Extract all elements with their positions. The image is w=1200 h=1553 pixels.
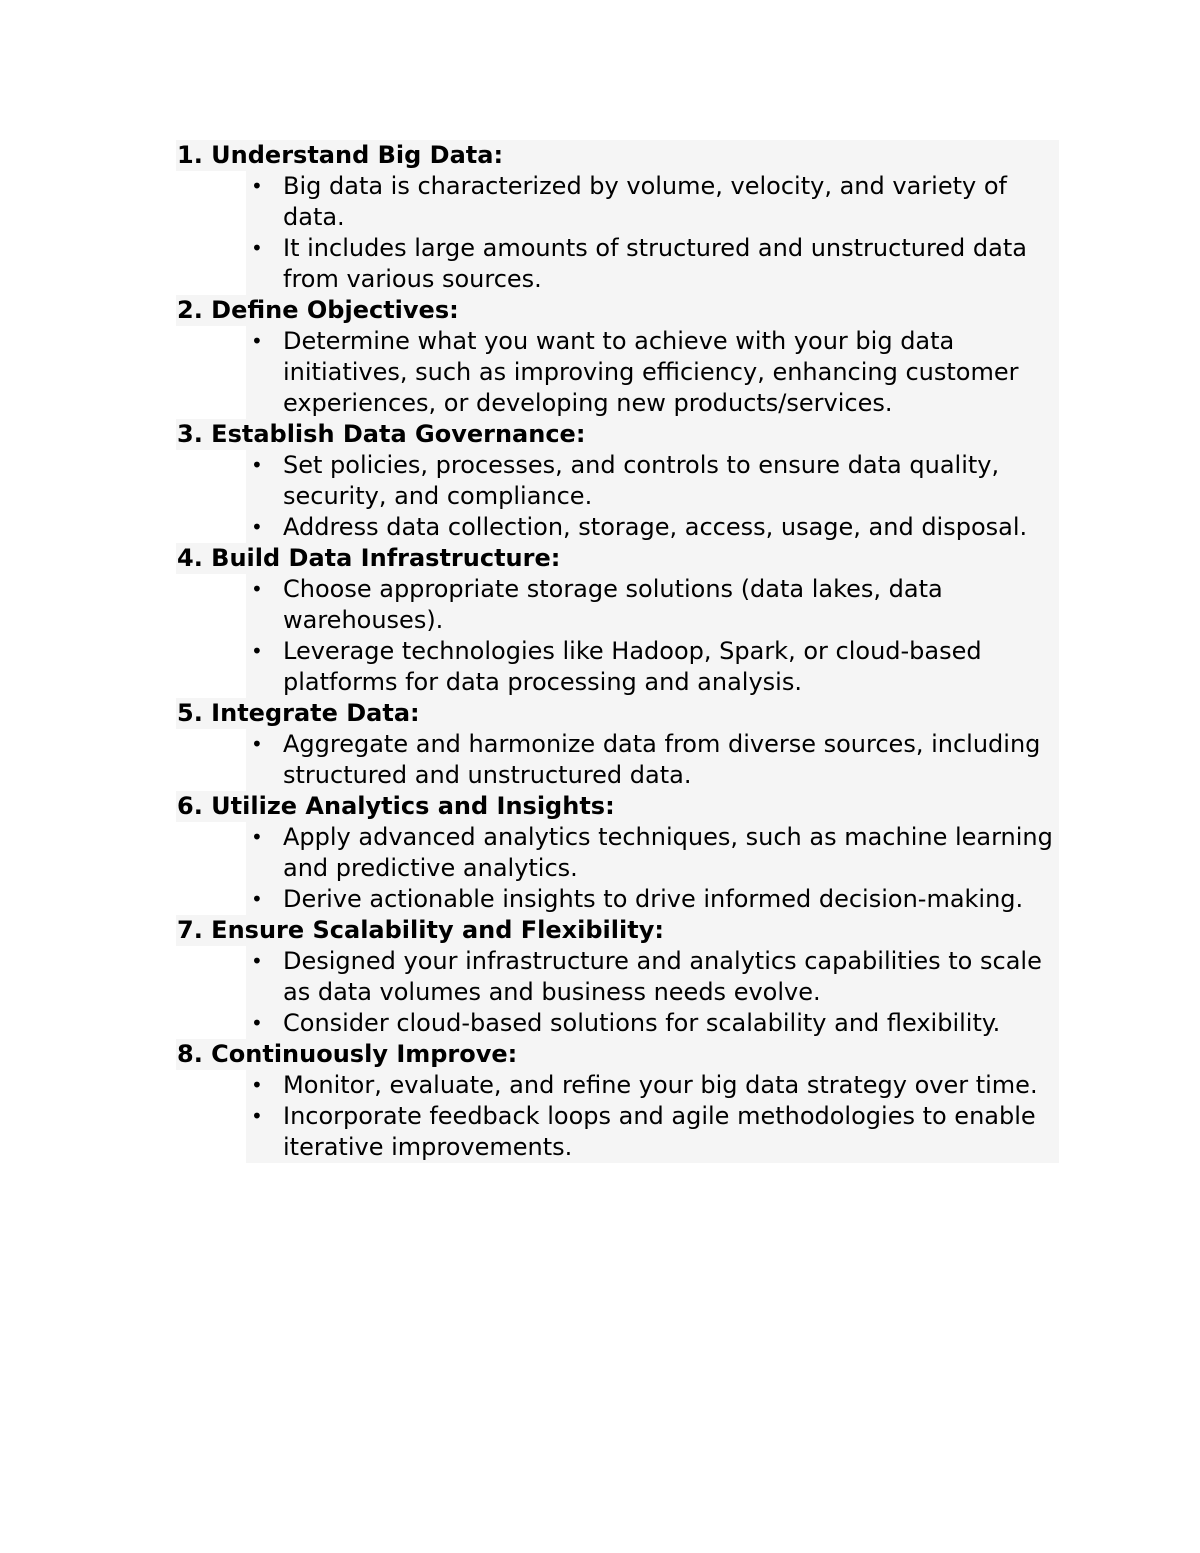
- section-heading: 7. Ensure Scalability and Flexibility:: [176, 915, 1059, 946]
- bullet-item: [246, 822, 1059, 884]
- bullet-item: [246, 233, 1059, 295]
- bullet-item: [246, 1008, 1059, 1039]
- bullet-item: [246, 729, 1059, 791]
- bullet-text: Incorporate feedback loops and agile methodologies to enable iterative improvements.: [283, 1102, 1036, 1161]
- section-8: [0, 1039, 1200, 1163]
- bullet-text: Designed your infrastructure and analytics capabilities to scale as data volumes and business needs evolve.: [283, 947, 1042, 1006]
- bullet-text: Determine what you want to achieve with your big data initiatives, such as improving efficiency, enhancing customer experiences, or developing new products/services.: [283, 327, 1019, 417]
- bullet-text: Monitor, evaluate, and refine your big data strategy over time.: [283, 1071, 1038, 1099]
- bullet-icon: •: [251, 453, 263, 477]
- bullet-icon: •: [251, 329, 263, 353]
- section-heading: 6. Utilize Analytics and Insights:: [176, 791, 1059, 822]
- bullet-icon: •: [251, 1073, 263, 1097]
- section-heading: 4. Build Data Infrastructure:: [176, 543, 1059, 574]
- bullet-item: [246, 326, 1059, 419]
- bullet-icon: •: [251, 639, 263, 663]
- bullet-icon: •: [251, 1011, 263, 1035]
- section-3: [0, 419, 1200, 543]
- bullet-text: Consider cloud-based solutions for scalability and flexibility.: [283, 1009, 1001, 1037]
- bullet-icon: •: [251, 515, 263, 539]
- bullet-icon: •: [251, 732, 263, 756]
- section-heading: 1. Understand Big Data:: [176, 140, 1059, 171]
- bullet-list: [0, 450, 1200, 543]
- bullet-text: Choose appropriate storage solutions (data lakes, data warehouses).: [283, 575, 943, 634]
- bullet-list: [0, 326, 1200, 419]
- section-6: [0, 791, 1200, 915]
- bullet-list: [0, 574, 1200, 698]
- bullet-text: Leverage technologies like Hadoop, Spark, or cloud-based platforms for data processing and analysis.: [283, 637, 982, 696]
- section-heading: 3. Establish Data Governance:: [176, 419, 1059, 450]
- bullet-icon: •: [251, 236, 263, 260]
- bullet-list: [0, 729, 1200, 791]
- bullet-item: [246, 171, 1059, 233]
- section-heading: 8. Continuously Improve:: [176, 1039, 1059, 1070]
- bullet-text: Big data is characterized by volume, velocity, and variety of data.: [283, 172, 1007, 231]
- bullet-icon: •: [251, 949, 263, 973]
- bullet-list: [0, 1070, 1200, 1163]
- section-4: [0, 543, 1200, 698]
- bullet-list: [0, 946, 1200, 1039]
- bullet-text: It includes large amounts of structured and unstructured data from various sources.: [283, 234, 1027, 293]
- bullet-item: [246, 450, 1059, 512]
- bullet-text: Derive actionable insights to drive informed decision-making.: [283, 885, 1024, 913]
- bullet-item: [246, 946, 1059, 1008]
- section-2: [0, 295, 1200, 419]
- section-heading: 2. Define Objectives:: [176, 295, 1059, 326]
- bullet-item: [246, 512, 1059, 543]
- section-1: [0, 140, 1200, 295]
- bullet-icon: •: [251, 577, 263, 601]
- bullet-item: [246, 1070, 1059, 1101]
- bullet-text: Set policies, processes, and controls to ensure data quality, security, and compliance.: [283, 451, 1000, 510]
- bullet-icon: •: [251, 887, 263, 911]
- bullet-text: Aggregate and harmonize data from diverse sources, including structured and unstructured data.: [283, 730, 1041, 789]
- bullet-list: [0, 171, 1200, 295]
- bullet-text: Apply advanced analytics techniques, such as machine learning and predictive analytics.: [283, 823, 1053, 882]
- document-body: [0, 140, 1200, 1163]
- bullet-text: Address data collection, storage, access, usage, and disposal.: [283, 513, 1028, 541]
- bullet-item: [246, 1101, 1059, 1163]
- section-7: [0, 915, 1200, 1039]
- section-heading: 5. Integrate Data:: [176, 698, 1059, 729]
- bullet-icon: •: [251, 825, 263, 849]
- section-5: [0, 698, 1200, 791]
- bullet-item: [246, 884, 1059, 915]
- bullet-icon: •: [251, 174, 263, 198]
- bullet-list: [0, 822, 1200, 915]
- bullet-item: [246, 574, 1059, 636]
- bullet-icon: •: [251, 1104, 263, 1128]
- bullet-item: [246, 636, 1059, 698]
